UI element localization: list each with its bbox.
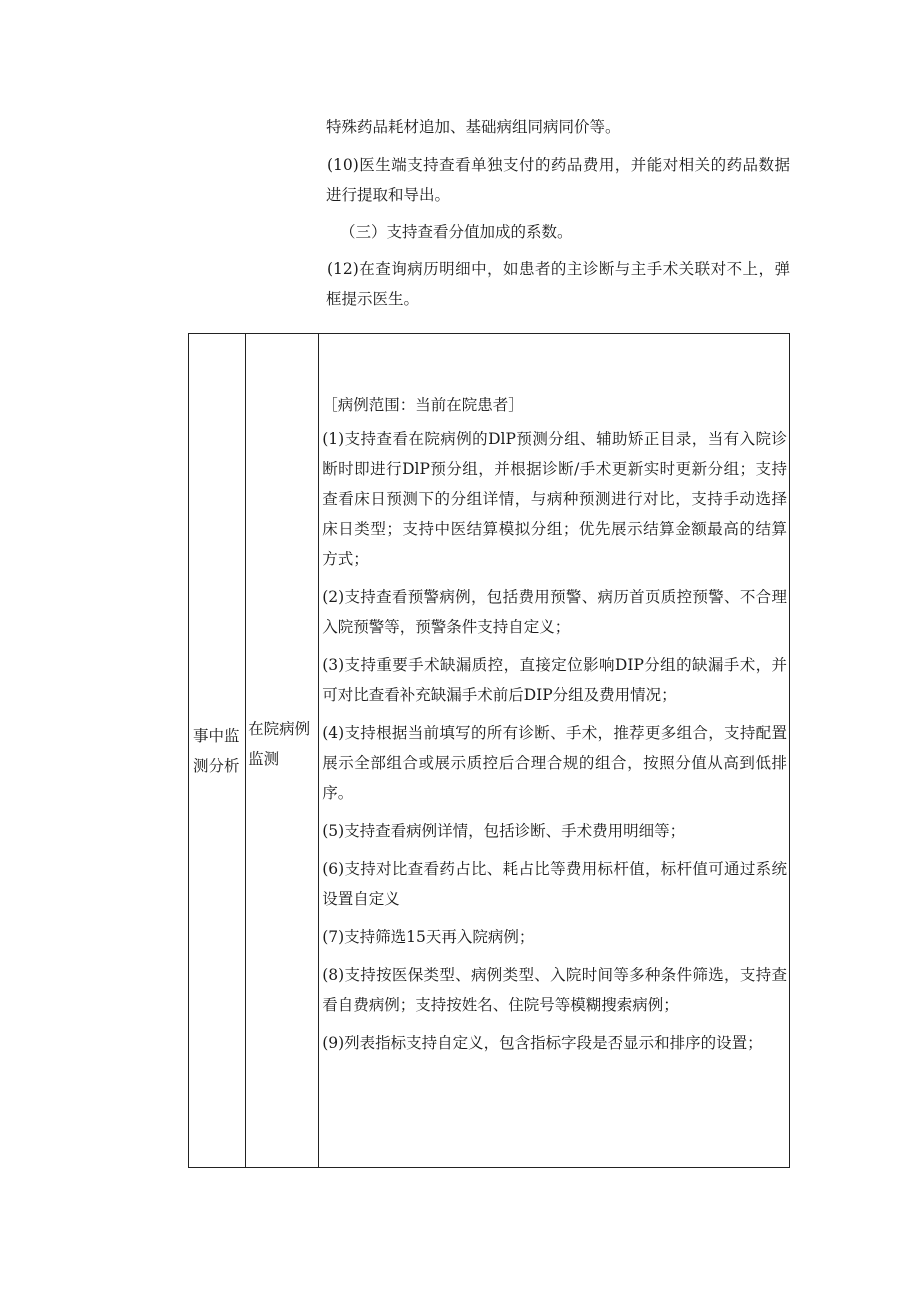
intro-line-1: 特殊药品耗材追加、基础病组同病同价等。 xyxy=(326,118,621,136)
list-item: (8)支持按医保类型、病例类型、入院时间等多种条件筛选，支持查看自费病例；支持按姓名、住院号等模糊搜索病例； xyxy=(322,966,787,1014)
subcategory-cell xyxy=(246,334,319,1168)
list-item: (7)支持筛选15天再入院病例； xyxy=(322,928,535,946)
category-cell: 事中监测分析 xyxy=(189,334,246,1168)
content-cell xyxy=(319,334,790,1168)
requirements-table xyxy=(188,333,790,1168)
list-item: (3)支持重要手术缺漏质控，直接定位影响DIP分组的缺漏手术，并可对比查看补充缺漏手术前后DIP分组及费用情况； xyxy=(322,656,787,704)
list-item: (9)列表指标支持自定义，包含指标字段是否显示和排序的设置； xyxy=(322,1034,763,1052)
intro-line-2: (10)医生端支持查看单独支付的药品费用，并能对相关的药品数据进行提取和导出。 xyxy=(326,156,790,204)
scope-line: ［病例范围：当前在院患者］ xyxy=(322,396,524,414)
list-item: (5)支持查看病例详情，包括诊断、手术费用明细等； xyxy=(322,822,686,840)
intro-line-4: (12)在查询病历明细中，如患者的主诊断与主手术关联对不上，弹框提示医生。 xyxy=(326,260,790,308)
table-row xyxy=(189,334,790,1168)
list-item: (2)支持查看预警病例，包括费用预警、病历首页质控预警、不合理入院预警等，预警条件支持自定义； xyxy=(322,588,787,636)
intro-text-block xyxy=(326,112,790,321)
list-item: (6)支持对比查看药占比、耗占比等费用标杆值，标杆值可通过系统设置自定义 xyxy=(322,860,787,908)
subcategory-label: 在院病例监测 xyxy=(248,720,311,768)
list-item: (4)支持根据当前填写的所有诊断、手术，推荐更多组合，支持配置展示全部组合或展示质控后合理合规的组合，按照分值从高到低排序。 xyxy=(322,724,787,802)
intro-line-3: （三）支持查看分值加成的系数。 xyxy=(340,223,573,241)
list-item: (1)支持查看在院病例的DlP预测分组、辅助矫正目录，当有入院诊断时即进行DlP预分组，并根据诊断/手术更新实时更新分组；支持查看床日预测下的分组详情，与病种预测进行对比，支持手动选择床日类型；支持中医结算模拟分组；优先展示结算金额最高的结算方式； xyxy=(322,430,787,568)
